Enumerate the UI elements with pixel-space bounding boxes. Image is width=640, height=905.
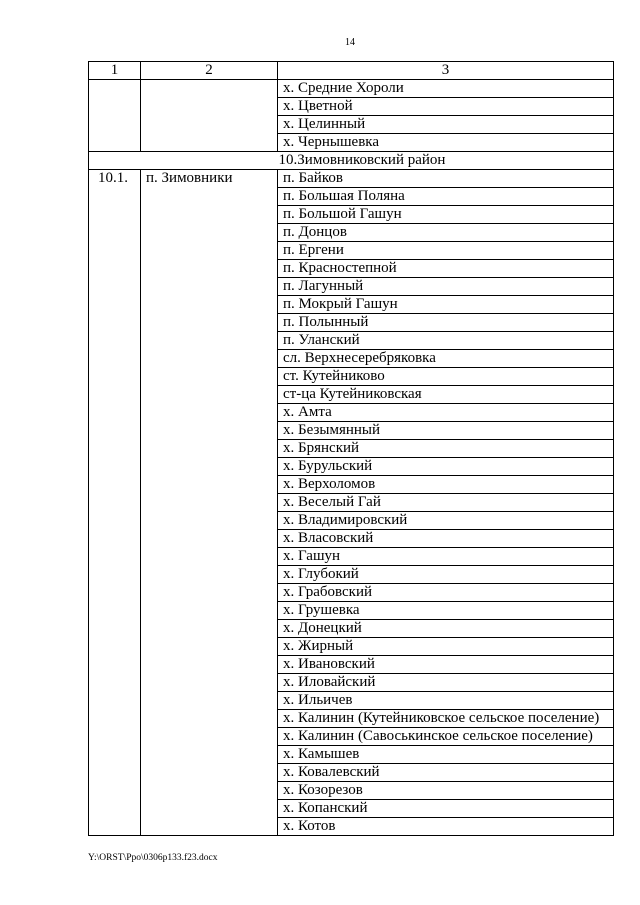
locality-cell: п. Большая Поляна <box>278 188 614 206</box>
locality-cell: п. Донцов <box>278 224 614 242</box>
locality-cell: х. Иловайский <box>278 674 614 692</box>
locality-cell: п. Уланский <box>278 332 614 350</box>
district-row <box>89 152 614 170</box>
locality-cell: х. Козорезов <box>278 782 614 800</box>
header-col-1: 1 <box>89 62 141 80</box>
locality-cell: х. Брянский <box>278 440 614 458</box>
entry-number: 10.1. <box>89 170 141 836</box>
locality-cell: ст-ца Кутейниковская <box>278 386 614 404</box>
locality-cell: х. Ильичев <box>278 692 614 710</box>
district-title: 10.Зимовниковский район <box>89 152 614 170</box>
locality-cell: п. Лагунный <box>278 278 614 296</box>
empty-number-cell <box>89 80 141 152</box>
locality-cell: п. Полынный <box>278 314 614 332</box>
locality-cell: х. Безымянный <box>278 422 614 440</box>
locality-cell: х. Чернышевка <box>278 134 614 152</box>
locality-cell: сл. Верхнесеребряковка <box>278 350 614 368</box>
locality-cell: х. Власовский <box>278 530 614 548</box>
locality-cell: х. Ковалевский <box>278 764 614 782</box>
locality-cell: п. Байков <box>278 170 614 188</box>
page-number: 14 <box>345 37 355 48</box>
locality-cell: х. Глубокий <box>278 566 614 584</box>
locality-cell: х. Владимировский <box>278 512 614 530</box>
locality-cell: х. Ивановский <box>278 656 614 674</box>
locality-cell: х. Донецкий <box>278 620 614 638</box>
locality-cell: х. Гашун <box>278 548 614 566</box>
locality-cell: х. Веселый Гай <box>278 494 614 512</box>
table-row <box>89 170 614 188</box>
locality-cell: п. Красностепной <box>278 260 614 278</box>
entry-settlement: п. Зимовники <box>141 170 278 836</box>
locality-cell: х. Котов <box>278 818 614 836</box>
locality-cell: х. Средние Хороли <box>278 80 614 98</box>
locality-cell: х. Цветной <box>278 98 614 116</box>
table-row <box>89 80 614 98</box>
empty-settlement-cell <box>141 80 278 152</box>
locality-cell: х. Камышев <box>278 746 614 764</box>
locality-cell: х. Бурульский <box>278 458 614 476</box>
locality-cell: х. Калинин (Кутейниковское сельское поселение) <box>278 710 614 728</box>
locality-cell: х. Калинин (Савоськинское сельское поселение) <box>278 728 614 746</box>
locality-cell: х. Копанский <box>278 800 614 818</box>
header-col-3: 3 <box>278 62 614 80</box>
locality-cell: х. Грушевка <box>278 602 614 620</box>
locality-cell: х. Верхоломов <box>278 476 614 494</box>
header-col-2: 2 <box>141 62 278 80</box>
footer-file-path: Y:\ORST\Ppo\0306p133.f23.docx <box>88 853 218 863</box>
locality-cell: х. Амта <box>278 404 614 422</box>
locality-cell: х. Целинный <box>278 116 614 134</box>
settlements-table <box>88 61 614 836</box>
table-header-row <box>89 62 614 80</box>
locality-cell: п. Ергени <box>278 242 614 260</box>
locality-cell: п. Большой Гашун <box>278 206 614 224</box>
locality-cell: ст. Кутейниково <box>278 368 614 386</box>
locality-cell: х. Жирный <box>278 638 614 656</box>
locality-cell: х. Грабовский <box>278 584 614 602</box>
locality-cell: п. Мокрый Гашун <box>278 296 614 314</box>
